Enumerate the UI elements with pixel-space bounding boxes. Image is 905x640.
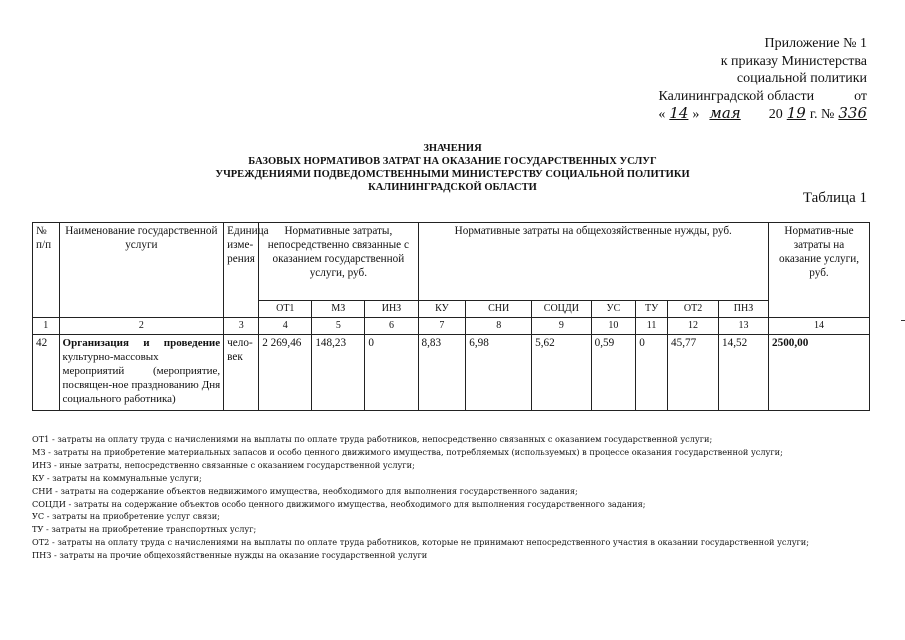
legend-item: УС - затраты на приобретение услуг связи; <box>32 511 220 522</box>
row-service-name-bold: Организация и проведение <box>62 337 221 349</box>
header-row <box>33 223 870 301</box>
legend-item: ПНЗ - затраты на прочие общехозяйственные нужды на оказание государственной услуги <box>32 550 428 561</box>
annex-line-2: к приказу Министерства <box>720 53 867 69</box>
legend-item: ИНЗ - иные затраты, непосредственно связанные с оказанием государственной услуги; <box>32 459 415 470</box>
cell-socdi: 5,62 <box>532 335 591 411</box>
column-number: 14 <box>769 318 870 335</box>
header-norm-costs: Норматив-ные затраты на оказание услуги, руб. <box>769 223 870 318</box>
column-number: 9 <box>532 318 591 335</box>
column-number-row <box>33 318 870 335</box>
sub-header-socdi: СОЦДИ <box>532 301 591 318</box>
order-day: 14 <box>669 104 689 122</box>
table-label: Таблица 1 <box>802 190 867 206</box>
order-date-line <box>617 105 867 124</box>
title-line-1: ЗНАЧЕНИЯ <box>423 143 482 154</box>
sub-header-tu: ТУ <box>636 301 668 318</box>
annex-region: Калининградской области <box>658 88 815 104</box>
sub-header-mz: МЗ <box>312 301 365 318</box>
column-number: 2 <box>59 318 224 335</box>
row-num: 42 <box>33 335 60 411</box>
sub-header-sni: СНИ <box>466 301 532 318</box>
scan-edge-mark <box>901 320 905 321</box>
legend-item: СНИ - затраты на содержание объектов недвижимого имущества, необходимого для выполнения государственного задания; <box>32 485 578 496</box>
column-number: 5 <box>312 318 365 335</box>
column-number: 7 <box>418 318 466 335</box>
order-year-suffix: 19 <box>786 104 806 122</box>
table-row <box>33 335 870 411</box>
column-number: 13 <box>719 318 769 335</box>
annex-line-3: социальной политики <box>736 71 867 86</box>
annex-from: от <box>854 88 867 104</box>
cell-us: 0,59 <box>591 335 636 411</box>
cell-mz: 148,23 <box>312 335 365 411</box>
column-number: 1 <box>33 318 60 335</box>
row-unit: чело-век <box>224 335 259 411</box>
column-number: 8 <box>466 318 532 335</box>
header-unit: Единица изме-рения <box>224 223 259 318</box>
column-number: 12 <box>668 318 719 335</box>
cell-ot2: 45,77 <box>668 335 719 411</box>
sub-header-pnz: ПНЗ <box>719 301 769 318</box>
row-service-name <box>59 335 224 411</box>
row-service-name-rest: культурно-массовых мероприятий (мероприятие, посвящен-ное празднованию Дня социального работника) <box>62 351 221 405</box>
legend-item: МЗ - затраты на приобретение материальных запасов и особо ценного движимого имущества, потребляемых (используемых) в процессе оказания государственной услуги; <box>32 446 783 457</box>
open-quote: « <box>658 107 666 122</box>
column-number: 11 <box>636 318 668 335</box>
legend-item: КУ - затраты на коммунальные услуги; <box>32 472 202 483</box>
sub-header-inz: ИНЗ <box>365 301 418 318</box>
cell-sni: 6,98 <box>466 335 532 411</box>
cell-total: 2500,00 <box>769 335 870 411</box>
column-number: 3 <box>224 318 259 335</box>
costs-table <box>32 222 870 411</box>
legend <box>32 433 882 562</box>
close-quote: » <box>692 107 700 122</box>
cell-inz: 0 <box>365 335 418 411</box>
header-direct-costs: Нормативные затраты, непосредственно связанные с оказанием государственной услуги, руб. <box>259 223 418 301</box>
title-line-2: БАЗОВЫХ НОРМАТИВОВ ЗАТРАТ НА ОКАЗАНИЕ ГОСУДАРСТВЕННЫХ УСЛУГ <box>248 156 657 167</box>
column-number: 4 <box>259 318 312 335</box>
column-number: 6 <box>365 318 418 335</box>
legend-item: ОТ2 - затраты на оплату труда с начислениями на выплаты по оплате труда работников, которые не принимают непосредственного участия в оказании государственной услуги; <box>32 537 810 548</box>
cell-pnz: 14,52 <box>719 335 769 411</box>
sub-header-ot2: ОТ2 <box>668 301 719 318</box>
annex-title: Приложение № 1 <box>764 36 867 51</box>
sub-header-ku: КУ <box>418 301 466 318</box>
header-general-costs: Нормативные затраты на общехозяйственные нужды, руб. <box>418 223 769 301</box>
order-year-tail: г. № <box>809 107 835 122</box>
title-line-4: КАЛИНИНГРАДСКОЙ ОБЛАСТИ <box>368 182 537 193</box>
sub-header-ot1: ОТ1 <box>259 301 312 318</box>
legend-item: ОТ1 - затраты на оплату труда с начислениями на выплаты по оплате труда работников, непосредственно связанных с оказанием государственной услуги; <box>32 434 713 444</box>
annex-line-4 <box>617 88 867 106</box>
cell-tu: 0 <box>636 335 668 411</box>
sub-header-us: УС <box>591 301 636 318</box>
order-year-prefix: 20 <box>768 107 783 122</box>
header-name: Наименование государственной услуги <box>59 223 224 318</box>
legend-item: ТУ - затраты на приобретение транспортных услуг; <box>32 524 257 535</box>
order-number: 336 <box>838 104 867 122</box>
title-line-3: УЧРЕЖДЕНИЯМИ ПОДВЕДОМСТВЕННЫМИ МИНИСТЕРСТВУ СОЦИАЛЬНОЙ ПОЛИТИКИ <box>215 169 690 180</box>
document-title <box>0 142 905 194</box>
column-number: 10 <box>591 318 636 335</box>
annex-header <box>617 35 867 124</box>
cell-ot1: 2 269,46 <box>259 335 312 411</box>
legend-item: СОЦДИ - затраты на содержание объектов особо ценного движимого имущества, необходимого для выполнения государственного задания; <box>32 498 646 509</box>
cell-ku: 8,83 <box>418 335 466 411</box>
header-num: № п/п <box>33 223 60 318</box>
order-month: мая <box>709 104 741 122</box>
